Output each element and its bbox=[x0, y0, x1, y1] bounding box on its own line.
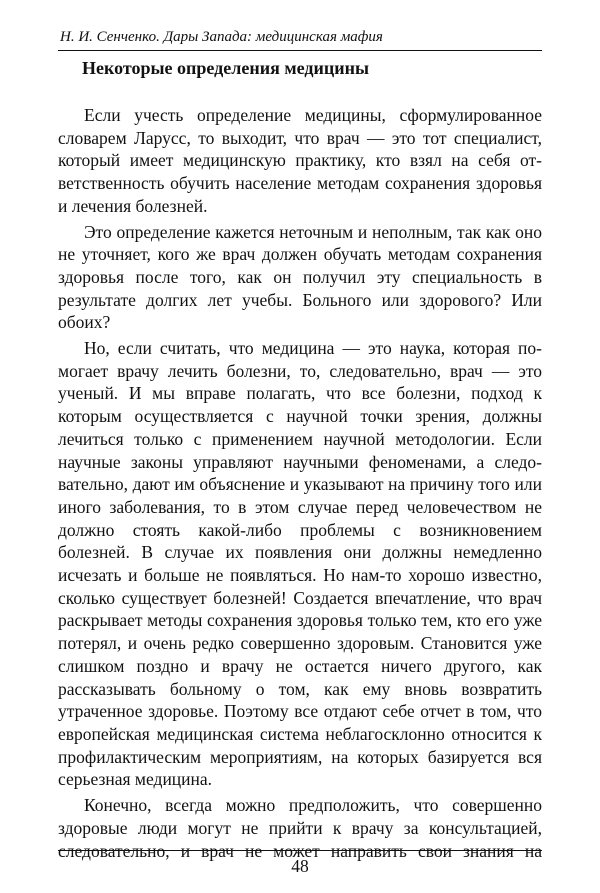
running-head: Н. И. Сенченко. Дары Запада: медицинская мафия bbox=[60, 29, 383, 45]
paragraph-1: Если учесть определение медицины, сформулированное словарем Ларусс, то выходит, что врач — это тот специалист, который имеет медицинскую практику, кто взял на себя ответственность обучить население методам сохранения здоровья и лечения болезней. bbox=[58, 105, 542, 216]
page-number: 48 bbox=[291, 856, 309, 876]
paragraph-2: Это определение кажется неточным и неполным, так как оно не уточняет, кого же врач должен обучать методам сохранения здоровья после того, как он получил эту специальность в результате долгих лет учебы. Больного или здорового? Или обоих? bbox=[58, 221, 542, 333]
footer-rule bbox=[58, 850, 542, 851]
paragraph-3: Но, если считать, что медицина — это наука, которая помогает врачу лечить болезни, то, следовательно, врач — это ученый. И мы вправе полагать, что все болезни, подход к которым осуществляется с научной точки зрения, должны лечиться только с применением научной методологии. Если научные законы управляют научными феноменами, а следовательно, дают им объяснение и указывают на причину того или иного заболевания, то в этом случае перед человечеством не должно стоять какой-либо проблемы с возникновением болезней. В случае их появления они должны немедленно исчезать и больше не появляться. Но нам-то хорошо известно, сколько существует болезней! Создается впечатление, что врач раскрывает методы сохранения здоровья только тем, кто его уже потерял, и очень редко совершенно здоровым. Становится уже слишком поздно и врачу не остается ничего другого, как рассказывать больному о том, как ему вновь возвратить утраченное здоровье. Поэтому все отдают себе отчет в том, что европейская медицинская система неблагосклонно относится к профилактическим мероприятиям, на которых базируется вся серьезная медицина. bbox=[58, 338, 542, 790]
book-page bbox=[58, 28, 542, 878]
body-text bbox=[58, 104, 542, 862]
chapter-title: Некоторые определения медицины bbox=[82, 58, 369, 78]
paragraph-4: Конечно, всегда можно предположить, что совершенно здоровые люди могут не прийти к врачу за консультацией, следовательно, и врач не может направить свои знания на bbox=[58, 795, 542, 861]
header-rule bbox=[58, 50, 542, 51]
